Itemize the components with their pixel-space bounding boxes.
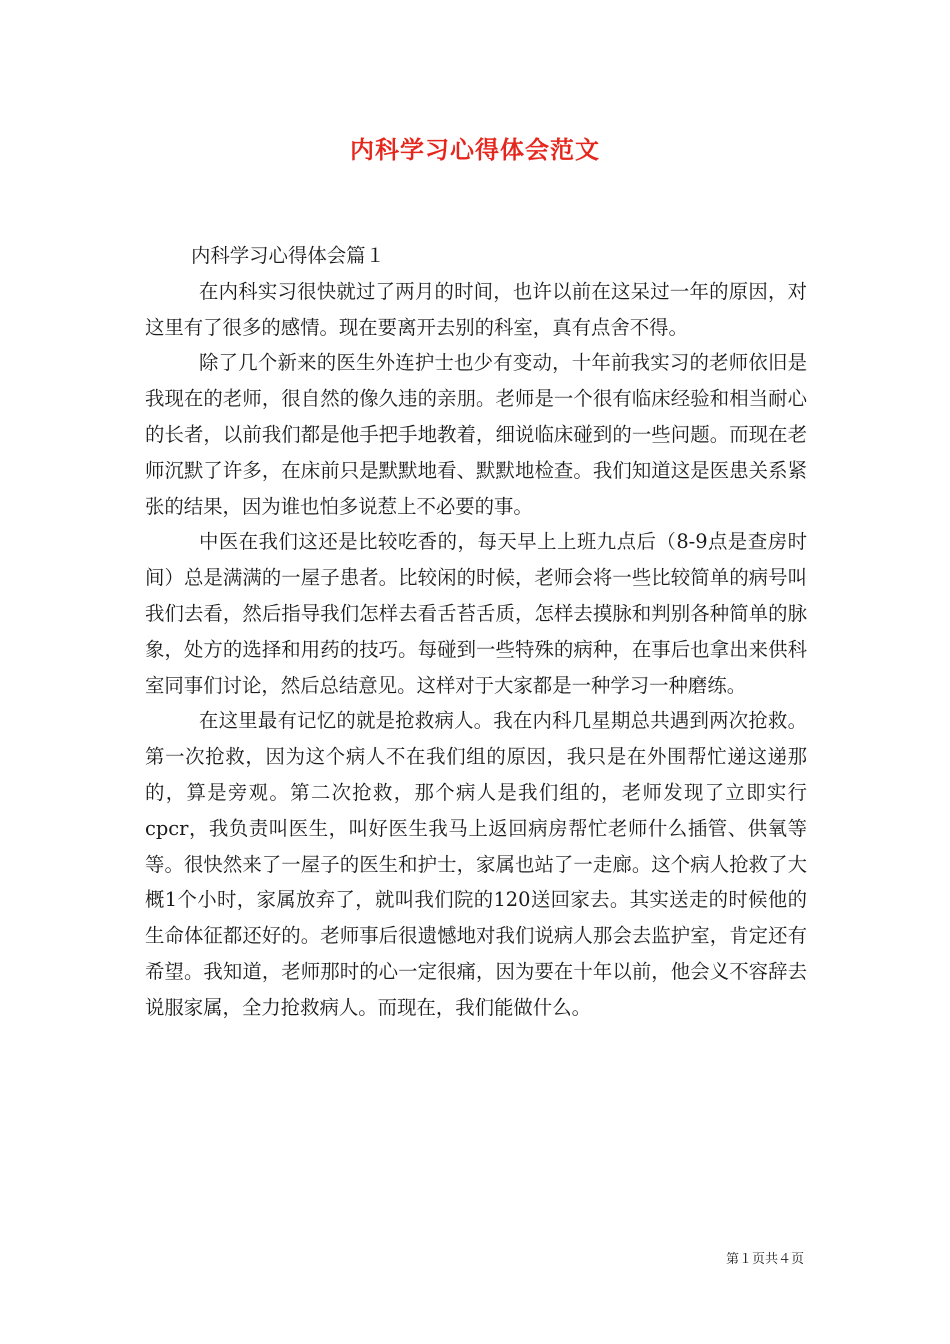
document-title: 内科学习心得体会范文 [350, 135, 600, 164]
document-body [145, 238, 807, 1026]
paragraph-4: 在这里最有记忆的就是抢救病人。我在内科几星期总共遇到两次抢救。第一次抢救，因为这个病人不在我们组的原因，我只是在外围帮忙递这递那的，算是旁观。第二次抢救，那个病人是我们组的，老师发现了立即实行cpcr，我负责叫医生，叫好医生我马上返回病房帮忙老师什么插管、供氧等等。很快然来了一屋子的医生和护士，家属也站了一走廊。这个病人抢救了大概1个小时，家属放弃了，就叫我们院的120送回家去。其实送走的时候他的生命体征都还好的。老师事后很遗憾地对我们说病人那会去监护室，肯定还有希望。我知道，老师那时的心一定很痛，因为要在十年以前，他会义不容辞去说服家属，全力抢救病人。而现在，我们能做什么。 [145, 709, 807, 1019]
section-heading: 内科学习心得体会篇１ [191, 244, 385, 267]
paragraph-1: 在内科实习很快就过了两月的时间，也许以前在这呆过一年的原因，对这里有了很多的感情。现在要离开去别的科室，真有点舍不得。 [145, 279, 807, 339]
paragraph-2: 除了几个新来的医生外连护士也少有变动，十年前我实习的老师依旧是我现在的老师，很自然的像久违的亲朋。老师是一个很有临床经验和相当耐心的长者，以前我们都是他手把手地教着，细说临床碰到的一些问题。而现在老师沉默了许多，在床前只是默默地看、默默地检查。我们知道这是医患关系紧张的结果，因为谁也怕多说惹上不必要的事。 [145, 351, 807, 518]
paragraph-3: 中医在我们这还是比较吃香的，每天早上上班九点后（8-9点是查房时间）总是满满的一屋子患者。比较闲的时候，老师会将一些比较简单的病号叫我们去看，然后指导我们怎样去看舌苔舌质，怎样去摸脉和判别各种简单的脉象，处方的选择和用药的技巧。每碰到一些特殊的病种，在事后也拿出来供科室同事们讨论，然后总结意见。这样对于大家都是一种学习一种磨练。 [145, 530, 807, 697]
page-number: 第１页共４页 [725, 1252, 804, 1267]
